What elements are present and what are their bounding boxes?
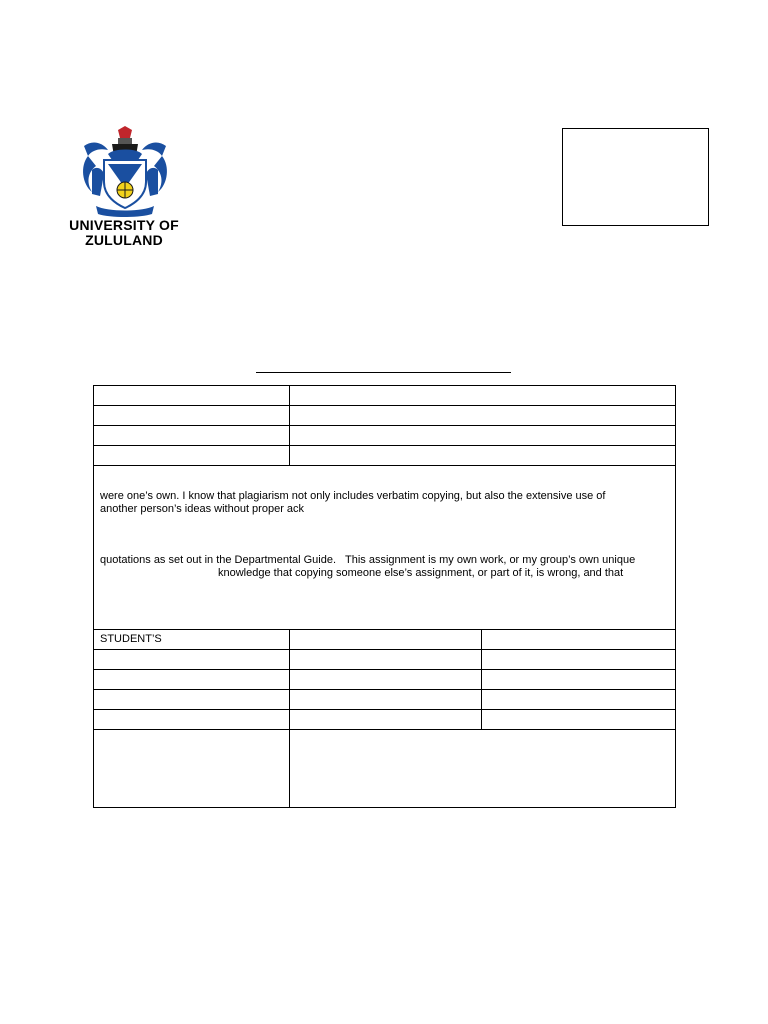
student-cell[interactable] [290, 690, 482, 710]
form-row [94, 386, 676, 406]
declaration-line-4: knowledge that copying someone else’s assignment, or part of it, is wrong, and that [218, 567, 624, 579]
student-cell[interactable] [94, 690, 290, 710]
form-value-cell[interactable] [290, 406, 676, 426]
form-row [94, 406, 676, 426]
student-cell[interactable] [94, 710, 290, 730]
student-cell[interactable] [94, 670, 290, 690]
student-cell[interactable] [290, 670, 482, 690]
students-header-row [94, 630, 676, 650]
students-header-cell [290, 630, 482, 650]
date-stamp-box [562, 128, 709, 226]
student-row [94, 690, 676, 710]
student-row [94, 710, 676, 730]
signature-value-cell[interactable] [290, 730, 676, 808]
form-label-cell [94, 406, 290, 426]
student-cell[interactable] [482, 650, 676, 670]
signature-row [94, 730, 676, 808]
title-underline [256, 372, 511, 373]
form-row [94, 446, 676, 466]
university-logo [60, 126, 190, 248]
students-header-cell [482, 630, 676, 650]
student-cell[interactable] [482, 710, 676, 730]
student-cell[interactable] [94, 650, 290, 670]
form-label-cell [94, 426, 290, 446]
form-value-cell[interactable] [290, 386, 676, 406]
assignment-cover-form [93, 385, 676, 808]
student-row [94, 650, 676, 670]
student-cell[interactable] [482, 670, 676, 690]
student-cell[interactable] [290, 710, 482, 730]
crest-icon [78, 126, 172, 218]
declaration-line-1: were one’s own. I know that plagiarism not only includes verbatim copying, but also the extensive use of [100, 490, 606, 502]
students-header-label: STUDENT’S [94, 630, 290, 650]
form-value-cell[interactable] [290, 446, 676, 466]
declaration-line-2: another person’s ideas without proper ack [100, 503, 305, 515]
declaration-line-3: quotations as set out in the Departmental Guide. This assignment is my own work, or my group’s own unique [100, 554, 636, 566]
signature-label-cell [94, 730, 290, 808]
form-value-cell[interactable] [290, 426, 676, 446]
university-name-line1: UNIVERSITY OF [69, 217, 179, 233]
student-cell[interactable] [482, 690, 676, 710]
form-label-cell [94, 386, 290, 406]
declaration-row [94, 466, 676, 630]
form-label-cell [94, 446, 290, 466]
student-cell[interactable] [290, 650, 482, 670]
university-name-line2: ZULULAND [85, 232, 163, 248]
declaration-cell [94, 466, 676, 630]
form-row [94, 426, 676, 446]
student-row [94, 670, 676, 690]
